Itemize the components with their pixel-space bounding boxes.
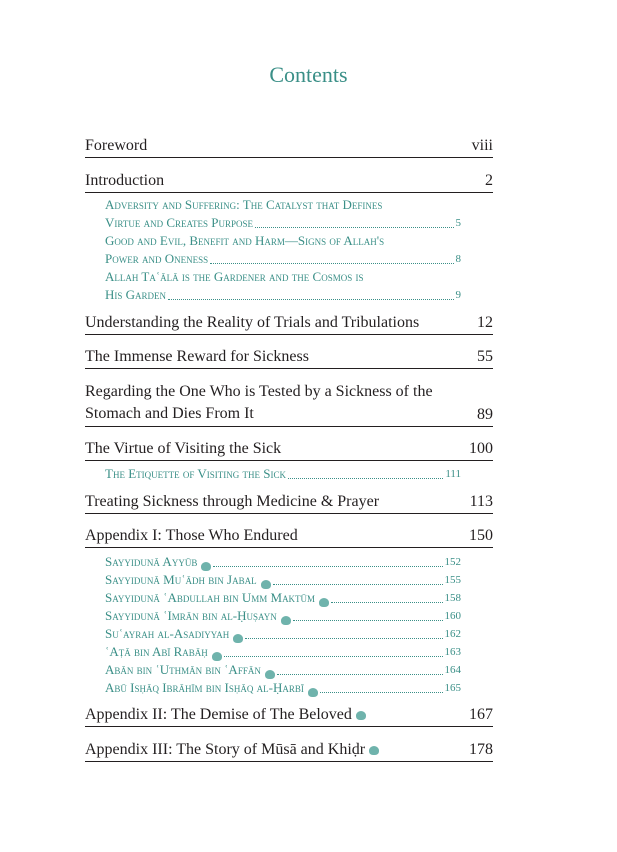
toc-entry-appendix-1[interactable]: Appendix I: Those Who Endured 150 xyxy=(85,526,493,548)
toc-entry-foreword[interactable]: Foreword viii xyxy=(85,136,493,158)
toc-entry-appendix-3[interactable]: Appendix III: The Story of Mūsā and Khiḍr 178 xyxy=(85,740,493,762)
toc-subentry[interactable]: Allah Taʿālā is the Gardener and the Cosmos is His Garden 9 xyxy=(105,269,461,302)
toc-subentry[interactable]: Abān bin ʿUthmān bin ʿAffān 164 xyxy=(105,662,461,677)
toc-entry-trials[interactable]: Understanding the Reality of Trials and Tribulations 12 xyxy=(85,313,493,335)
honorific-icon xyxy=(265,670,275,679)
toc-entry-stomach[interactable]: Regarding the One Who is Tested by a Sickness of the Stomach and Dies From It 89 xyxy=(85,381,493,427)
honorific-icon xyxy=(201,562,211,571)
toc-subentry[interactable]: Abū Isḥāq Ibrāhīm bin Isḥāq al-Ḥarbī 165 xyxy=(105,680,461,695)
honorific-icon xyxy=(308,688,318,697)
toc-subentry[interactable]: Sayyidunā ʿAbdullah bin Umm Maktūm 158 xyxy=(105,590,461,605)
toc-entry-visiting[interactable]: The Virtue of Visiting the Sick 100 xyxy=(85,439,493,461)
toc-subentry[interactable]: Sayyidunā Muʿādh bin Jabal 155 xyxy=(105,572,461,587)
toc-subentry[interactable]: The Etiquette of Visiting the Sick 111 xyxy=(105,466,461,481)
toc-entry-introduction[interactable]: Introduction 2 xyxy=(85,171,493,193)
toc-subentry[interactable]: ʿAṭā bin Abī Rabāḥ 163 xyxy=(105,644,461,659)
toc-entry-reward[interactable]: The Immense Reward for Sickness 55 xyxy=(85,347,493,369)
toc-subentry[interactable]: Suʿayrah al-Asadiyyah 162 xyxy=(105,626,461,641)
honorific-icon xyxy=(261,580,271,589)
page-title: Contents xyxy=(269,62,348,87)
honorific-icon xyxy=(369,746,379,755)
honorific-icon xyxy=(319,598,329,607)
toc-subentry[interactable]: Good and Evil, Benefit and Harm—Signs of Allah's Power and Oneness 8 xyxy=(105,233,461,266)
honorific-icon xyxy=(281,616,291,625)
honorific-icon xyxy=(233,634,243,643)
toc-subentry[interactable]: Adversity and Suffering: The Catalyst that Defines Virtue and Creates Purpose 5 xyxy=(105,197,461,230)
toc-entry-treating[interactable]: Treating Sickness through Medicine & Prayer 113 xyxy=(85,492,493,514)
honorific-icon xyxy=(212,652,222,661)
toc-subentry[interactable]: Sayyidunā ʿImrān bin al-Ḥuṣayn 160 xyxy=(105,608,461,623)
toc-subentry[interactable]: Sayyidunā Ayyūb 152 xyxy=(105,554,461,569)
honorific-icon xyxy=(356,711,366,720)
toc-entry-appendix-2[interactable]: Appendix II: The Demise of The Beloved 167 xyxy=(85,705,493,727)
